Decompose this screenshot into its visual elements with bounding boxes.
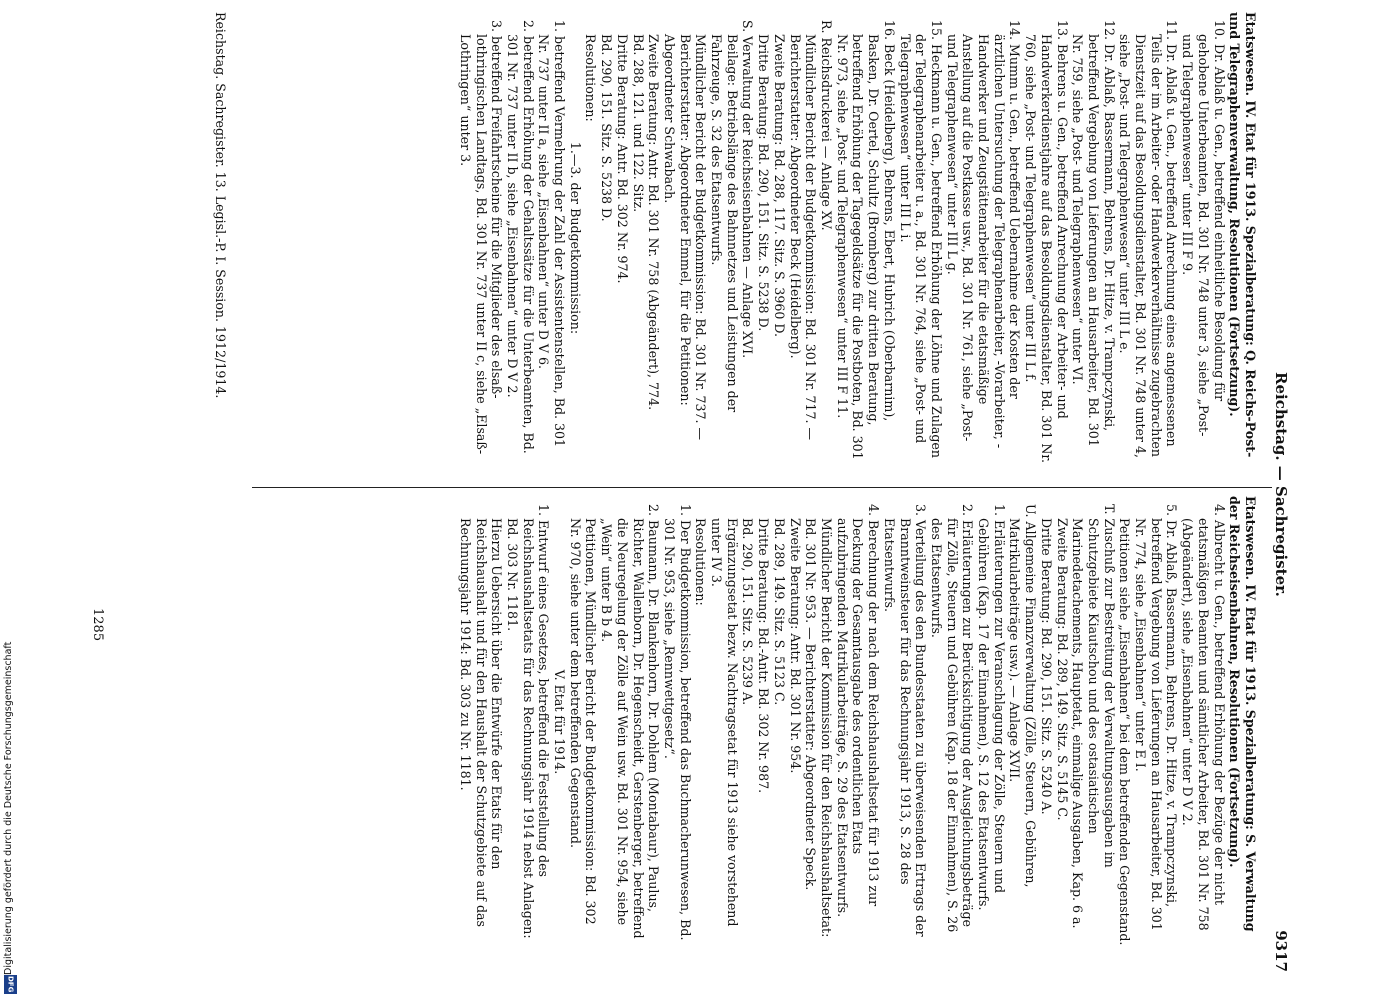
- reading-entry: Zweite Beratung: Antr. Bd. 301 Nr. 758 (Abgeändert), 774.: [646, 34, 662, 411]
- resolution-entry: 3. betreffend Freifahrtscheine für die Mitglieder des elsaß-lothringischen Landtags, Bd. 301 Nr. 737 unter II c, siehe „Elsaß-Lothringen“ unter 3.: [457, 20, 505, 455]
- resolution-entry: 5. Dr. Ablaß, Bassermann, Behrens, Dr. Hitze, v. Trampczynski, betreffend Vergebung von Lieferungen an Hausarbeiter, Bd. 301 Nr. 774, siehe „Eisenbahnen“ unter E I.: [1133, 504, 1180, 931]
- supplementary-budget-entry: Ergänzungsetat bezw. Nachtragsetat für 1913 siehe vorstehend unter IV 3.: [709, 518, 740, 927]
- annex-entry: 2. Erläuterungen zur Berücksichtigung der Ausgleichungsbeträge für Zölle, Steuern und Gebühren (Kap. 18 der Einnahmen), S. 26 des Etatsentwurfs.: [928, 504, 976, 933]
- resolutions-label: Resolutionen:: [693, 518, 709, 606]
- reading-entry: Bd. 288, 121. und 122. Sitz.: [630, 34, 646, 213]
- reading-entry: Zweite Beratung: Antr. Bd. 301 Nr. 954.: [787, 518, 803, 774]
- reading-entry: Bd. 289, 149. Sitz. S. 5123 C.: [771, 518, 787, 706]
- reading-entry: Dritte Beratung: Antr. Bd. 302 Nr. 974.: [614, 34, 630, 284]
- reading-entry: Zweite Beratung: Bd. 288, 117. Sitz. S. 3960 D.: [771, 34, 787, 338]
- section-heading: U. Allgemeine Finanzverwaltung (Zölle, Steuern, Gebühren, Matrikularbeiträge usw.). — Anlage XVII.: [1007, 504, 1039, 888]
- resolution-entry: 2. betreffend Erhöhung der Gehaltssätze für die Unterbeamten, Bd. 301 Nr. 737 unter II b, siehe „Eisenbahnen“ unter D V 2.: [504, 20, 536, 454]
- page-foot-number: 1285: [90, 608, 105, 642]
- resolution-entry: 2. Baumann, Dr. Blankenhorn, Dr. Dohlem (Montabaur), Paulus, Richter, Wallenborn, Dr. Hegenscheidt, Gerstenberger, betreffend die Neuregelung der Zölle auf Wein usw. Bd. 301 Nr. 954, siehe „Wein“ unter B b 4.: [599, 504, 662, 939]
- reading-entry: Zweite Beratung: Bd. 289, 149. Sitz. S. 5145 C.: [1054, 518, 1070, 821]
- resolution-entry: 10. Dr. Ablaß u. Gen., betreffend einheitliche Besoldung für gehobene Unterbeamten, Bd. 301 Nr. 748 unter 3, siehe „Post- und Telegraphenwesen“ unter III F 9.: [1180, 20, 1227, 437]
- reading-entry: Dritte Beratung: Bd.-Antr. Bd. 302 Nr. 987.: [756, 518, 772, 794]
- page-header: [1270, 12, 1290, 972]
- resolution-entry: 15. Heckmann u. Gen., betreffend Erhöhung der Löhne und Zulagen der Telegraphenarbeiter u. a., Bd. 301 Nr. 764, siehe „Post- und Telegraphenwesen“ unter III L i.: [897, 20, 944, 458]
- supplement-entry: Beilage: Betriebslänge des Bahnnetzes und Leistungen der Fahrzeuge, S. 32 des Etatsentwurfs.: [709, 34, 740, 413]
- resolution-entry: 1. betreffend Vermehrung der Zahl der Assistentenstellen, Bd. 301 Nr. 737 unter II a, siehe „Eisenbahnen“ unter D V 6.: [536, 20, 568, 448]
- overview-entry: Hierzu Uebersicht über die Entwürfe der Etats für den Reichshaushalt und für den Haushalt der Schutzgebiete auf das Rechnungsjahr 1914: Bd. 303 zu Nr. 1181.: [457, 518, 505, 928]
- reading-entry: Dritte Beratung: Bd. 290, 151. Sitz. S. 5238 D.: [756, 34, 772, 332]
- annex-entry: 4. Berechnung der nach dem Reichshaushaltsetat für 1913 zur Deckung der Gesamtausgabe des ordentlichen Etats aufzubringenden Matrikularbeiträge, S. 29 des Etatsentwurfs.: [834, 504, 882, 918]
- scanned-page: [55, 12, 1290, 972]
- annex-entry: 3. Verteilung des den Bundesstaaten zu überweisenden Ertrags der Branntweinsteuer für das Rechnungsjahr 1913, S. 28 des Etatsentwurfs.: [881, 504, 929, 937]
- dfg-logo: DFG: [4, 975, 17, 994]
- section-heading: R. Reichsdruckerei — Anlage XV.: [819, 20, 835, 231]
- right-column: [457, 496, 1258, 948]
- digitization-note: Digitalisierung gefördert durch die Deutsche Forschungsgemeinschaft: [3, 641, 14, 975]
- annex-entry: 1. Erläuterungen zur Veranschlagung der Zölle, Steuern und Gebühren (Kap. 17 der Einnahmen), S. 12 des Etatsentwurfs.: [976, 504, 1007, 911]
- report-entry: Mündlicher Bericht der Budgetkommission: Bd. 301 Nr. 717. — Berichterstatter: Abgeordneter Beck (Heidelberg).: [787, 34, 819, 441]
- column-divider: [252, 487, 1272, 488]
- bill-entry: 1. Entwurf eines Gesetzes, betreffend die Feststellung des Reichshaushaltsetats für das Rechnungsjahr 1914 nebst Anlagen: Bd. 303 Nr. 1181.: [504, 504, 552, 939]
- digitization-sidebar: [0, 0, 24, 1000]
- resolution-entry: 11. Dr. Ablaß u. Gen., betreffend Anrechnung eines angemessenen Teils der im Arbeiter- oder Handwerkerverhältnisse zugebrachten Dienstzeit auf das Besoldungsdienstalter, Bd. 301 Nr. 748 unter 4, siehe „Post- und Telegraphenwesen“ unter III L e.: [1117, 20, 1180, 459]
- petitions-entry: Petitionen, Mündlicher Bericht der Budgetkommission: Bd. 302 Nr. 970, siehe unter dem betreffenden Gegenstand.: [567, 518, 599, 925]
- resolution-entry: 12. Dr. Ablaß, Bassermann, Behrens, Dr. Hitze, v. Trampczynski, betreffend Vergebung von Lieferungen an Hausarbeiter, Bd. 301 Nr. 759, siehe „Post- und Telegraphenwesen“ unter VI.: [1070, 20, 1117, 447]
- column-heading: Etatswesen. IV. Etat für 1913. Spezialberatung: Q. Reichs-Post- und Telegraphenverwaltung, Resolutionen (Fortsetzung).: [1227, 12, 1258, 458]
- subheading: 1.—3. der Budgetkommission:: [567, 141, 583, 335]
- resolutions-label: Resolutionen:: [583, 34, 599, 122]
- resolution-entry: 13. Behrens u. Gen., betreffend Anrechnung der Arbeiter- und Handwerkerdienstjahre auf das Besoldungsdienstalter, Bd. 301 Nr. 760, siehe „Post- und Telegraphenwesen“ unter III L f.: [1023, 20, 1070, 463]
- resolution-entry: 4. Albrecht u. Gen., betreffend Erhöhung der Bezüge der nicht etatsmäßigen Beamten und sämtlicher Arbeiter, Bd. 301 Nr. 758 (Abgeändert), siehe „Eisenbahnen“ unter D V 2.: [1180, 504, 1227, 931]
- reading-entry: Bd. 290, 151. Sitz. S. 5238 D.: [599, 34, 615, 222]
- running-title: Reichstag. — Sachregister.: [1272, 372, 1290, 597]
- report-entry: Mündlicher Bericht der Budgetkommission: Bd. 301 Nr. 737. — Berichterstatter: Abgeordneter Emmel, für die Petitionen: Abgeordneter Schwabach.: [661, 34, 709, 441]
- page-number: 9317: [1272, 930, 1290, 972]
- column-heading: Etatswesen. IV. Etat für 1913. Spezialberatung: S. Verwaltung der Reichseisenbahnen, Resolutionen (Fortsetzung).: [1227, 496, 1258, 932]
- resolution-entry: 16. Beck (Heidelberg), Behrens, Ebert, Hubrich (Oberbarnim), Basken, Dr. Oertel, Schultz (Bromberg) zur dritten Beratung, betreffend Erhöhung der Tagegeldsätze für die Postboten, Bd. 301 Nr. 973, siehe „Post- und Telegraphenwesen“ unter III F 11.: [834, 20, 897, 460]
- left-column: [457, 12, 1258, 464]
- page-footer: Reichstag. Sachregister. 13. Legisl.-P. I. Session. 1912/1914.: [213, 12, 228, 399]
- section-heading: V. Etat für 1914.: [552, 669, 568, 775]
- report-entry: Mündlicher Bericht der Kommission für den Reichshaushaltsetat: Bd. 301 Nr. 953. — Berichterstatter: Abgeordneter Speck.: [803, 518, 835, 938]
- reading-entry: Bd. 290, 151. Sitz. S. 5239 A.: [740, 518, 756, 706]
- resolution-entry: 1. Der Budgetkommission, betreffend das Buchmacherunwesen, Bd. 301 Nr. 953, siehe „Rennwettgesetz“.: [661, 504, 693, 941]
- section-heading: T. Zuschuß zur Bestreitung der Verwaltungsausgaben im Schutzgebiete Kiautschou und des ostasiatischen Marinedetachements, Hauptetat, einmalige Ausgaben, Kap. 6 a.: [1070, 504, 1117, 929]
- section-heading: S. Verwaltung der Reichseisenbahnen — Anlage XVI.: [740, 20, 756, 359]
- petitions-entry: Petitionen siehe „Eisenbahnen“ bei dem betreffenden Gegenstand.: [1117, 518, 1133, 946]
- reading-entry: Dritte Beratung: Bd. 290, 151. Sitz. S. 5240 A.: [1038, 518, 1054, 815]
- resolution-entry: 14. Mumm u. Gen., betreffend Uebernahme der Kosten der ärztlichen Untersuchung der Telegraphenarbeiter, -Vorarbeiter, -Handwerker und Zeugstättenarbeiter für die etatsmäßige Anstellung auf die Postkasse usw., Bd. 301 Nr. 761, siehe „Post- und Telegraphenwesen“ unter III L g.: [944, 20, 1023, 449]
